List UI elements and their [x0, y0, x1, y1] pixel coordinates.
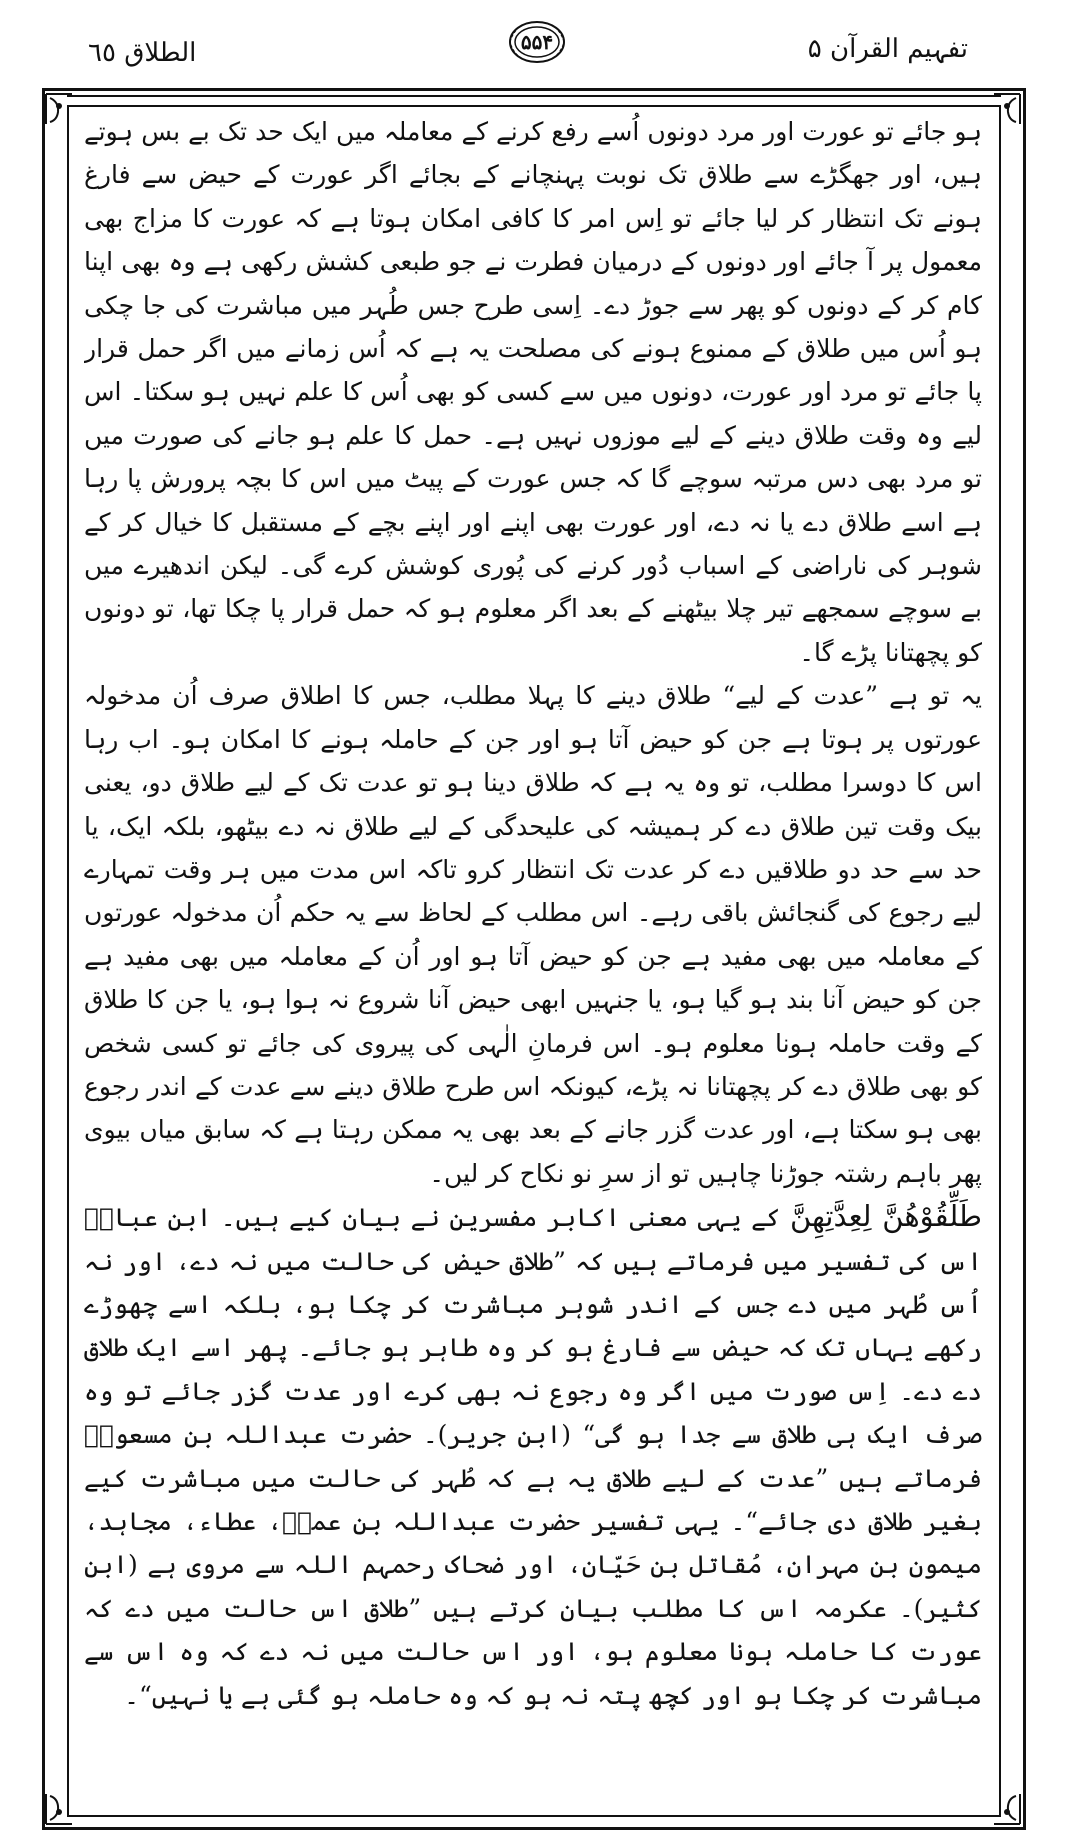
corner-ornament-icon [44, 1792, 74, 1826]
book-title: تفہیم القرآن ۵ [807, 34, 968, 64]
quranic-phrase: طَلِّقُوْهُنَّ لِعِدَّتِهِنَّ [789, 1199, 982, 1234]
paragraph-1: ہو جائے تو عورت اور مرد دونوں اُسے رفع کرنے کے معاملہ میں ایک حد تک بے بس ہوتے ہیں، اور جھگڑے سے طلاق تک نوبت پہنچانے کے بجائے اگر عورت کے حیض سے فارغ ہونے تک انتظار کر لیا جائے تو اِس امر کا کافی امکان ہوتا ہے کہ عورت کا مزاج بھی معمول پر آ جائے اور دونوں کے درمیان فطرت نے جو طبعی کشش رکھی ہے وہ بھی اپنا کام کر کے دونوں کو پھر سے جوڑ دے۔ اِسی طرح جس طُہر میں مباشرت کی جا چکی ہو اُس میں طلاق کے ممنوع ہونے کی مصلحت یہ ہے کہ اُس زمانے میں اگر حمل قرار پا جائے تو مرد اور عورت، دونوں میں سے کسی کو بھی اُس کا علم نہیں ہو سکتا۔ اس لیے وہ وقت طلاق دینے کے لیے موزوں نہیں ہے۔ حمل کا علم ہو جانے کی صورت میں تو مرد بھی دس مرتبہ سوچے گا کہ جس عورت کے پیٹ میں اس کا بچہ پرورش پا رہا ہے اسے طلاق دے یا نہ دے، اور عورت بھی اپنے اور اپنے بچے کے مستقبل کا خیال کر کے شوہر کی ناراضی کے اسباب دُور کرنے کی پُوری کوشش کرے گی۔ لیکن اندھیرے میں بے سوچے سمجھے تیر چلا بیٹھنے کے بعد اگر معلوم ہو کہ حمل قرار پا چکا تھا، تو دونوں کو پچھتانا پڑے گا۔ [84, 117, 982, 667]
page-number: ۵۵۴ [520, 30, 554, 54]
surah-title: الطلاق ٦٥ [88, 38, 197, 68]
commentary-body [84, 110, 982, 1822]
paragraph-2: یہ تو ہے ”عدت کے لیے“ طلاق دینے کا پہلا مطلب، جس کا اطلاق صرف اُن مدخولہ عورتوں پر ہوتا ہے جن کو حیض آتا ہو اور جن کے حاملہ ہونے کا امکان ہو۔ اب رہا اس کا دوسرا مطلب، تو وہ یہ ہے کہ طلاق دینا ہو تو عدت تک کے لیے طلاق دو، یعنی بیک وقت تین طلاق دے کر ہمیشہ کی علیحدگی کے لیے طلاق نہ دے بیٹھو، بلکہ ایک، یا حد سے حد دو طلاقیں دے کر عدت تک انتظار کرو تاکہ اس مدت میں ہر وقت تمہارے لیے رجوع کی گنجائش باقی رہے۔ اس مطلب کے لحاظ سے یہ حکم اُن مدخولہ عورتوں کے معاملہ میں بھی مفید ہے جن کو حیض آتا ہو اور اُن کے معاملہ میں بھی مفید ہے جن کو حیض آنا بند ہو گیا ہو، یا جنہیں ابھی حیض آنا شروع نہ ہوا ہو، یا جن کا طلاق کے وقت حاملہ ہونا معلوم ہو۔ اس فرمانِ الٰہی کی پیروی کی جائے تو کسی شخص کو بھی طلاق دے کر پچھتانا نہ پڑے، کیونکہ اس طرح طلاق دینے سے عدت کے اندر رجوع بھی ہو سکتا ہے، اور عدت گزر جانے کے بعد بھی یہ ممکن رہتا ہے کہ سابق میاں بیوی پھر باہم رشتہ جوڑنا چاہیں تو از سرِ نو نکاح کر لیں۔ [84, 681, 982, 1188]
paragraph-3-text: کے یہی معنی اکابر مفسرین نے بیان کیے ہیں۔ ابن عباسؓ اس کی تفسیر میں فرماتے ہیں کہ ”طلاق حیض کی حالت میں نہ دے، اور نہ اُس طُہر میں دے جس کے اندر شوہر مباشرت کر چکا ہو، بلکہ اسے چھوڑے رکھے یہاں تک کہ حیض سے فارغ ہو کر وہ طاہر ہو جائے۔ پھر اسے ایک طلاق دے دے۔ اِس صورت میں اگر وہ رجوع نہ بھی کرے اور عدت گزر جائے تو وہ صرف ایک ہی طلاق سے جدا ہو گی“ (ابن جریر)۔ حضرت عبداللہ بن مسعودؓ فرماتے ہیں ”عدت کے لیے طلاق یہ ہے کہ طُہر کی حالت میں مباشرت کیے بغیر طلاق دی جائے“۔ یہی تفسیر حضرت عبداللہ بن عمرؓ، عطاء، مجاہد، میمون بن مہران، مُقاتل بن حَیّان، اور ضحاک رحمہم اللہ سے مروی ہے (ابن کثیر)۔ عکرمہ اس کا مطلب بیان کرتے ہیں ”طلاق اس حالت میں دے کہ عورت کا حاملہ ہونا معلوم ہو، اور اس حالت میں نہ دے کہ وہ اس سے مباشرت کر چکا ہو اور کچھ پتہ نہ ہو کہ وہ حاملہ ہو گئی ہے یا نہیں“۔ [84, 1203, 982, 1710]
corner-ornament-icon [44, 92, 74, 126]
paragraph-3 [84, 1195, 982, 1717]
page-header [0, 0, 1066, 82]
corner-ornament-icon [992, 92, 1022, 126]
page-number-badge [506, 18, 568, 66]
corner-ornament-icon [992, 1792, 1022, 1826]
